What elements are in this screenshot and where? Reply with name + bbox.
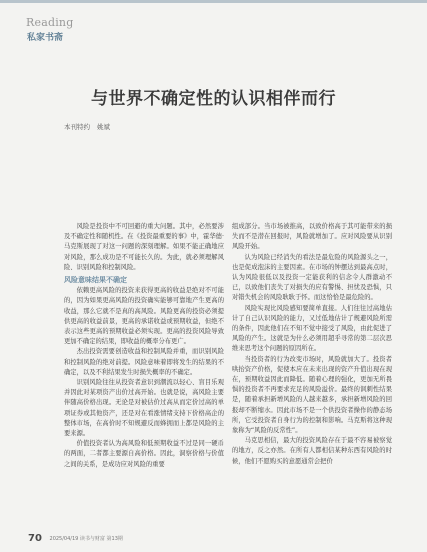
article-title: 与世界不确定性的认识相伴而行	[91, 89, 336, 109]
left-column	[64, 222, 224, 470]
page-footer	[28, 533, 123, 544]
paragraph: 依赖更高风险的投资来获得更高的收益是绝对不可能的，因为如果更高风险的投资确实能够可靠地产生更高的收益，那么它就不是真的高风险。风险更高的投资必须提供更高的收益前景，更高的承诺收益或预期收益，但绝不表示这些更高的预期收益必须实现。更高的投资风险导致更加不确定的结果，即收益的概率分布更广。	[64, 287, 224, 346]
paragraph: 风险是投资中不可回避的重大问题。其中，必然要涉及不确定性和随机性。在《投资最重要的事》中，霍华德·马克斯展现了对这一问题的深刻理解。如果不能正确地应对风险，那么成功是不可能长久的。为此，就必须理解风险、识别风险和控制风险。	[64, 223, 224, 271]
byline-source: 本刊特约	[64, 123, 90, 131]
column-label-en: Reading	[26, 16, 74, 29]
paragraph: 杰出投资需要创造收益和控制风险并重，而识别风险和控制风险的绝对前提。风险意味着即将发生的结果的不确定，以及不利结果发生时损失概率的不确定。	[64, 348, 224, 376]
paragraph-continued: 组成部分。当市场被推高，以致价格高于其可能带来的损失而不是潜在回报时，风险就增加了。应对风险要从识别风险开始。	[232, 223, 392, 251]
paragraph: 马克思相信，最大的投资风险存在于最不容易被察觉的地方，反之亦然。在所有人都相信某种东西有风险的时候，他们不愿购买的意愿通常会把价	[232, 437, 392, 465]
paragraph: 识别风险往往从投资者意识到潮流以轻心、盲目乐观并因此对某项资产出价过高开始。也就是说，高风险主要伴随高价格出现。无论是对被估价过高从而定价过高的单项证券或其他资产，还是对在看涨情绪支持下价格高企的整体市场，在高价时不知规避反而蜂拥而上都是风险的主要来源。	[64, 379, 224, 438]
right-column	[232, 222, 392, 467]
issue-info: 2025/04/19 读书与财富 第13期	[49, 536, 123, 542]
page-number: 70	[28, 533, 42, 544]
paragraph: 当投资者的行为改变市场时，风险就加大了。投资者哄抬资产价格，促使本应在未来出现的资产升值出现在现在，预期收益因此而降低。随着心理的强化，更加无所畏惧的投资者不再要求充足的风险溢价。最终的讽刺性结果是，随着承担新增风险的人越来越多，承担新增风险的回报却不断缩水。因此市场不是一个供投资者操作的静态场所，它受投资者自身行为的控制和影响。马克斯将这种现象称为“风险的反常性”。	[232, 355, 392, 435]
paragraph: 价值投资者认为高风险和低预期收益不过是同一硬币的两面，二者都主要源自高价格。因此，洞察价格与价值之间的关系，是成功应对风险的重要	[64, 440, 224, 468]
top-stripe	[0, 0, 427, 3]
column-label-cn: 私家书斋	[27, 33, 64, 43]
section-heading: 风险意味结果不确定	[64, 276, 127, 285]
paragraph: 认为风险已经消失的看法是最危险的风险源头之一，也是促成泡沫的主要因素。在市场的钟摆达到最高点时，认为风险很低以及投资一定能获利的信念令人群激动不已，以致他们丧失了对损失的应有警惕、担忧及恐惧，只对错失机会的风险耿耿于怀。而这恰恰是最危险的。	[232, 253, 392, 302]
paragraph: 风险实现比风险感知要简单直接。人们往往过高地估计了自己认识风险的能力，又过低地估计了规避风险所需的条件，因此他们在不知不觉中接受了风险，由此促进了风险的产生。这就是为什么必须用超乎寻常的第二层次思维来思考这个问题的原因所在。	[232, 304, 392, 353]
byline	[64, 122, 110, 131]
byline-author: 姚斌	[97, 123, 110, 131]
